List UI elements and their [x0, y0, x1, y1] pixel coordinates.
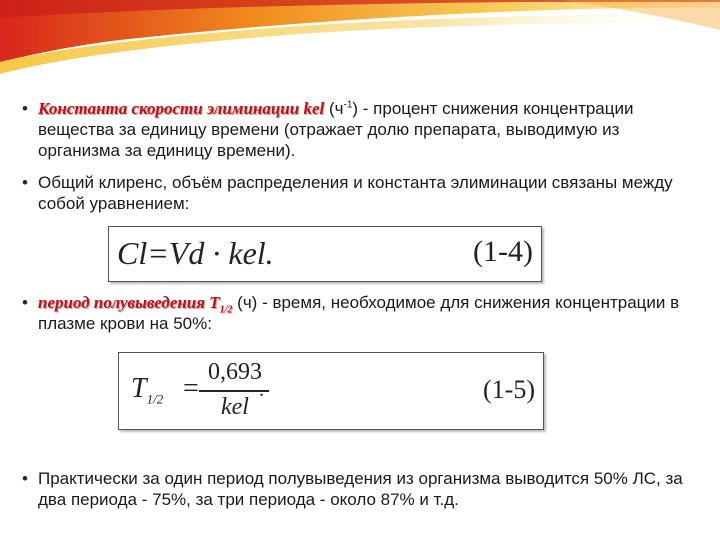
term-half-life-main: период полувыведения T — [38, 293, 220, 312]
definition-text: - процент снижения концентрации вещества за единицу времени (отражает долю препарата, выводимую из организма за единицу времени). — [38, 99, 634, 160]
formula-equals: = — [183, 373, 199, 404]
bullet-text — [38, 98, 690, 161]
unit-suffix: ) — [352, 99, 359, 118]
unit-superscript: -1 — [343, 99, 353, 111]
formula-lhs-main: T — [131, 373, 147, 404]
bullet-text: Практически за один период полувыведения из организма выводится 50% ЛС, за два периода - 75%, за три периода - около 87% и т.д. — [38, 469, 683, 509]
formula-dot: . — [259, 379, 264, 401]
bullet-marker: • — [22, 99, 28, 118]
bullet-marker: • — [22, 293, 28, 312]
formula-numerator: 0,693 — [208, 359, 262, 385]
formula-half-life-box — [118, 352, 544, 430]
bullet-text — [38, 292, 690, 334]
formula-clearance-box — [108, 226, 542, 282]
formula-clearance-expression: Cl=Vd · kel. — [117, 235, 274, 271]
bullet-marker: • — [22, 173, 28, 192]
definition-text: (ч) - время, необходимое для снижения концентрации в плазме крови на 50%: — [38, 293, 680, 333]
bullet-marker: • — [22, 469, 28, 488]
formula-denominator: kel — [221, 394, 249, 420]
formula-number: (1-4) — [473, 235, 533, 268]
term-half-life — [38, 293, 233, 316]
unit-prefix: (ч — [324, 99, 344, 118]
formula-lhs-subscript: 1/2 — [146, 391, 164, 407]
formula-lhs — [131, 373, 163, 405]
formula-number: (1-5) — [483, 375, 535, 404]
term-half-life-subscript: 1/2 — [219, 304, 233, 316]
term-elimination-constant: Константа скорости элиминации kel — [38, 99, 325, 118]
bullet-text: Общий клиренс, объём распределения и константа элиминации связаны между собой уравнением: — [38, 173, 673, 213]
